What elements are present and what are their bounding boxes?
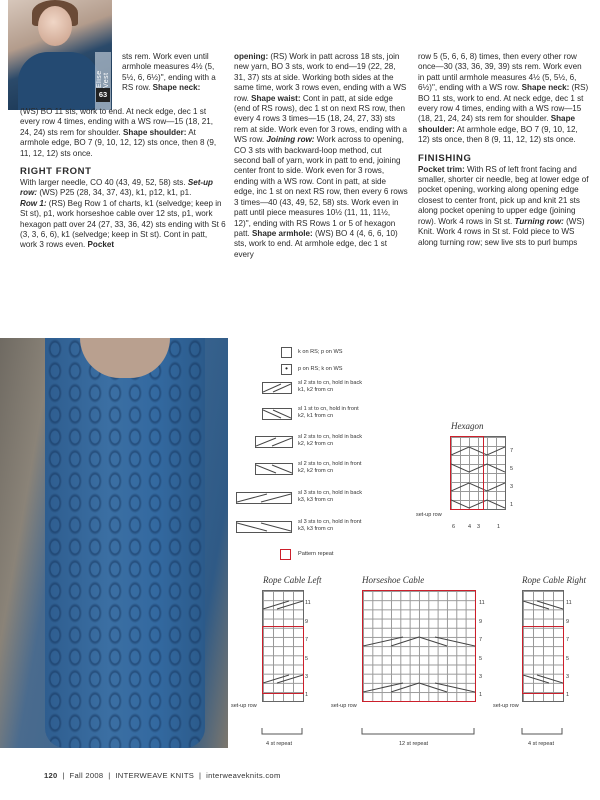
legend-cable-icon: [236, 492, 292, 504]
rope-right-repeat-box: [522, 626, 564, 694]
legend-item: p on RS; k on WS: [298, 366, 343, 372]
legend-cable-icon: [262, 408, 292, 420]
legend-item: k on RS; p on WS: [298, 349, 343, 355]
horseshoe-title: Horseshoe Cable: [362, 575, 425, 585]
row-number: 3: [510, 484, 514, 490]
row-number: 1: [479, 692, 483, 698]
repeat-label: 4 st repeat: [266, 741, 292, 747]
stitch-number: 6: [452, 524, 456, 530]
legend-cable-icon: [262, 382, 292, 394]
stitch-number: 1: [497, 524, 501, 530]
col1-intro: sts rem. Work even until armhole measures 4½ (5, 5½, 6, 6½)", ending with a RS row. Shape neck:: [122, 52, 216, 93]
row-number: 9: [305, 619, 309, 625]
setup-row-label: set-up row: [231, 703, 257, 709]
legend-item: sl 2 sts to cn, hold in front k2, k2 from cn: [298, 461, 362, 474]
sidebar-tab-title: Elise Vest: [96, 70, 110, 88]
repeat-brackets: [255, 726, 585, 740]
sidebar-tab-page: 63: [96, 88, 110, 102]
legend-item: sl 3 sts to cn, hold in back k3, k3 from cn: [298, 490, 363, 503]
legend-cable-icon: [255, 436, 293, 448]
row-number: 1: [566, 692, 570, 698]
setup-row-label: set-up row: [416, 512, 442, 518]
row-number: 11: [479, 600, 485, 606]
footer-page: 120: [44, 771, 58, 780]
legend-purl-icon: •: [281, 364, 292, 375]
row-number: 7: [479, 637, 483, 643]
rope-right-title: Rope Cable Right: [522, 575, 586, 585]
rope-left-title: Rope Cable Left: [263, 575, 322, 585]
repeat-label: 4 st repeat: [528, 741, 554, 747]
row-number: 3: [566, 674, 570, 680]
row-number: 11: [305, 600, 311, 606]
col3-body: row 5 (5, 6, 6, 8) times, then every other row once—30 (33, 36, 39, 39) sts rem. Work even in patt until armhole measures 4½ (5, 5½, 6, 6½)", ending with a WS row. Shape neck: (RS) BO 11 sts, work to end. At neck edge, dec 1 st every row 4 times, ending with a WS row—15 (18, 21, 24, 24) sts rem for shoulder. Shape shoulder: At armhole edge, BO 7 (9, 10, 12, 12) sts once, then 8 (9, 11, 12, 12) sts once. FINISHING Pocket trim: With RS of left front facing and smaller, shorter cir needle, beg at lower edge of pocket opening, working along opening edge closest to center front, pick up and knit 21 sts along pocket opening to upper edge (joining row). Work 4 rows in St st. Turning row: (WS) Knit. Work 4 rows in St st. Fold piece to WS along turning row; sew live sts to purl bumps: [418, 52, 589, 247]
legend-cable-icon: [236, 521, 292, 533]
row-number: 7: [510, 448, 514, 454]
right-front-heading: RIGHT FRONT: [20, 166, 92, 178]
footer-mag: INTERWEAVE KNITS: [115, 771, 195, 780]
rope-left-repeat-box: [262, 626, 304, 694]
repeat-label: 12 st repeat: [399, 741, 429, 747]
legend-knit-icon: [281, 347, 292, 358]
legend-item: sl 2 sts to cn, hold in back k2, k2 from cn: [298, 434, 363, 447]
page-footer: 120 | Fall 2008 | INTERWEAVE KNITS | interweaveknits.com: [44, 771, 281, 780]
row-number: 5: [510, 466, 514, 472]
finishing-heading: FINISHING: [418, 152, 472, 164]
row-number: 1: [510, 502, 514, 508]
setup-row-label: set-up row: [331, 703, 357, 709]
legend-repeat-icon: [280, 549, 291, 560]
legend-item: sl 2 sts to cn, hold in back k1, k2 from cn: [298, 380, 363, 393]
row-number: 11: [566, 600, 572, 606]
row-number: 9: [479, 619, 483, 625]
row-number: 3: [305, 674, 309, 680]
vest-photo: [0, 338, 228, 748]
col2-body: opening: (RS) Work in patt across 18 sts, join new yarn, BO 3 sts, work to end—19 (22, 28, 31, 37) sts at side. Working both sides at the same time, work 3 rows even, ending with a WS row. Shape waist: Cont in patt, at side edge (end of RS rows), dec 1 st on next RS row, then every 4 rows 3 times—15 (18, 24, 27, 33) sts rem at side. Work even for 3 rows, ending with a WS row. Joining row: Work across to opening, CO 3 sts with backward-loop method, cut second ball of yarn, work in patt to end, joining center front to side. Work even for 3 rows, ending with a WS row. Cont in patt, at side edge, inc 1 st on next RS row, then every 6 rows 3 times—40 (43, 49, 52, 58) sts. Work even in patt until piece measures 10½ (11, 11, 11½, 12)", ending with RS Rows 1 or 5 of hexagon patt. Shape armhole: (WS) BO 4 (4, 6, 6, 10) sts, work to end. At armhole edge, dec 1 st every: [234, 52, 408, 259]
footer-url: interweaveknits.com: [206, 771, 281, 780]
legend-item: Pattern repeat: [298, 551, 334, 557]
hexagon-repeat-box: [450, 436, 484, 510]
row-number: 9: [566, 619, 570, 625]
row-number: 5: [566, 656, 570, 662]
stitch-number: 4: [468, 524, 472, 530]
row-number: 7: [566, 637, 570, 643]
row-number: 3: [479, 674, 483, 680]
footer-issue: Fall 2008: [69, 771, 104, 780]
horseshoe-repeat-box: [362, 590, 476, 702]
legend-cable-icon: [255, 463, 293, 475]
hexagon-title: Hexagon: [451, 421, 484, 431]
setup-row-label: set-up row: [493, 703, 519, 709]
row-number: 1: [305, 692, 309, 698]
stitch-number: 3: [477, 524, 481, 530]
row-number: 7: [305, 637, 309, 643]
legend-item: sl 1 st to cn, hold in front k2, k1 from cn: [298, 406, 359, 419]
row-number: 5: [479, 656, 483, 662]
col1-body: (WS) BO 11 sts, work to end. At neck edge, dec 1 st every row 4 times, ending with a WS row—15 (18, 21, 24, 24) sts rem for shoulder. Shape shoulder: At armhole edge, BO 7 (9, 10, 12, 12) sts once, then 8 (9, 11, 12, 12) sts once. RIGHT FRONT With larger needle, CO 40 (43, 49, 52, 58) sts. Set-up row: (WS) P25 (28, 34, 37, 43), k1, p12, k1, p1. Row 1: (RS) Beg Row 1 of charts, k1 (selvedge; keep in St st), p1, work horseshoe cable over 12 sts, p1, work hexagon patt over 24 (27, 33, 36, 42) sts ending with St 6 (3, 3, 6, 6), k1 (selvedge; keep in St st). Cont in patt, work 3 rows even. Pocket: [20, 107, 226, 250]
legend-item: sl 3 sts to cn, hold in front k3, k3 from cn: [298, 519, 362, 532]
row-number: 5: [305, 656, 309, 662]
